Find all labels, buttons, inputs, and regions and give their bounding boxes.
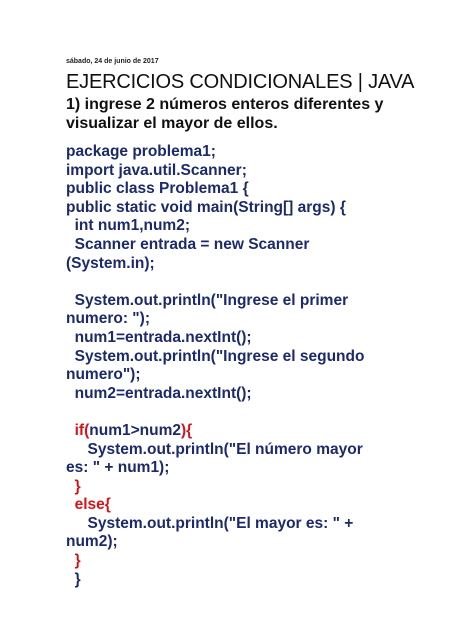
code-line: num1=entrada.nextInt(); [66,328,252,346]
code-line-close-if: } [66,477,81,495]
code-line: import java.util.Scanner; [66,161,247,179]
code-blank-line [66,273,406,292]
keyword-brace: ){ [181,421,193,439]
code-line: System.out.println("El mayor es: " + [66,514,354,532]
exercise-statement-line-2: visualizar el mayor de ellos. [66,115,278,132]
code-condition: num1>num2 [89,421,181,439]
code-line-if [66,422,406,441]
code-block [66,143,406,589]
code-line: public class Problema1 { [66,180,249,198]
code-line: num2); [66,533,118,551]
code-line-else: else{ [66,496,111,514]
keyword-if: if( [74,421,90,439]
code-line-close-main: } [66,570,81,588]
code-line: numero: "); [66,310,150,328]
code-line: es: " + num1); [66,459,170,477]
code-line: (System.in); [66,254,155,272]
code-indent [66,422,75,439]
post-date: sábado, 24 de junio de 2017 [66,58,159,65]
code-line: public static void main(String[] args) { [66,198,346,216]
code-line: System.out.println("Ingrese el primer [66,291,349,309]
code-line: int num1,num2; [66,217,190,235]
code-line: numero"); [66,366,141,384]
code-line: System.out.println("Ingrese el segundo [66,347,365,365]
exercise-statement-line-1: 1) ingrese 2 números enteros diferentes y [66,96,384,113]
page-title: EJERCICIOS CONDICIONALES | JAVA [66,71,415,93]
exercise-statement [66,95,406,133]
code-line: System.out.println("El número mayor [66,440,363,458]
code-line: package problema1; [66,143,216,160]
code-blank-line [66,403,406,422]
code-line-close-else: } [66,552,81,570]
code-line: num2=entrada.nextInt(); [66,384,252,402]
code-line: Scanner entrada = new Scanner [66,235,310,253]
